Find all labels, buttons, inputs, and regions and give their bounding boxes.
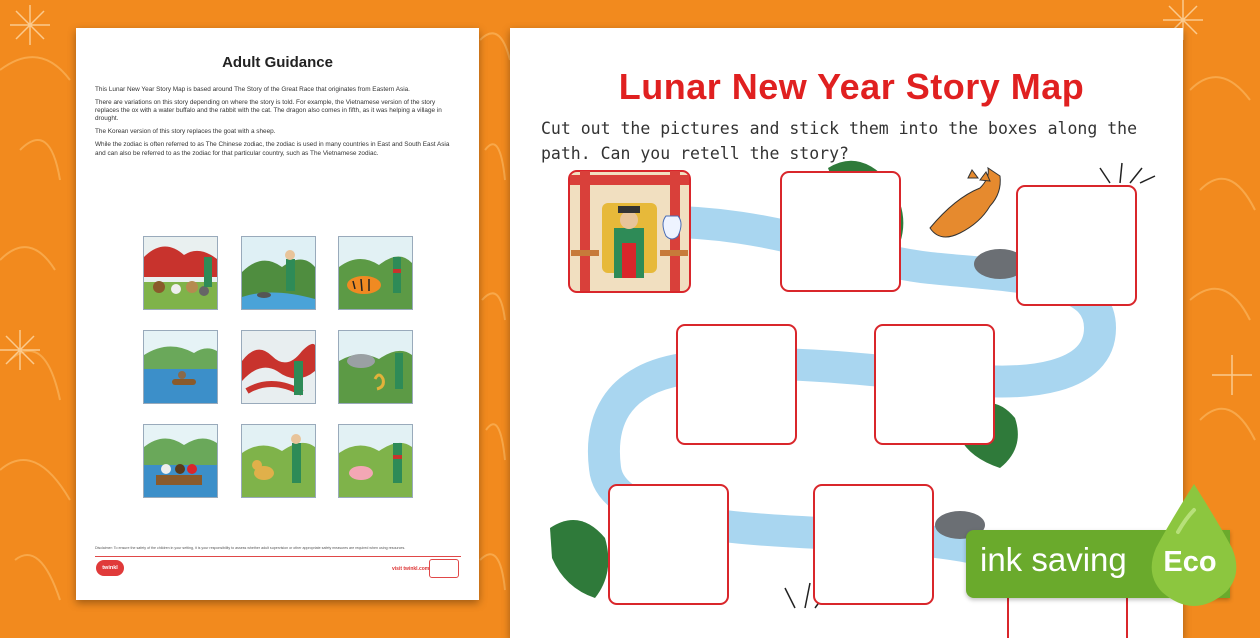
story-box-5[interactable]: [874, 324, 995, 445]
story-box-4[interactable]: [676, 324, 797, 445]
guidance-paragraph: While the zodiac is often referred to as The Chinese zodiac, the zodiac is used in many countries in East and South East Asia and can also be referred to as the zodiac for that particular country, such as The Vietnamese zodiac.: [95, 141, 450, 157]
eco-drop-icon: [1148, 482, 1240, 608]
footer-url: visit twinkl.com: [392, 566, 430, 572]
guidance-paragraph: This Lunar New Year Story Map is based around The Story of the Great Race that originates from Eastern Asia.: [95, 86, 410, 93]
adult-guidance-page: [76, 28, 479, 600]
eco-label: Eco: [1163, 546, 1217, 578]
story-box-7[interactable]: [813, 484, 934, 605]
thumbnail-goat-monkey-rooster-on-raft: [143, 424, 218, 498]
guidance-text: [95, 86, 461, 163]
thumbnail-horse-and-snake: [338, 330, 413, 404]
disclaimer-text: Disclaimer: To ensure the safety of the children in your setting, it is your responsibility to assess whether adult supervision or other appropriate safety measures are required when using resources.: [95, 546, 406, 550]
story-box-3[interactable]: [1016, 185, 1137, 306]
twinkl-logo: twinkl: [96, 560, 124, 576]
guidance-paragraph: There are variations on this story depending on where the story is told. For example, the Vietnamese version of the story replaces the ox with a water buffalo and the rabbit with the cat. The dragon also comes in fifth, as it was helping a village in drought.: [95, 99, 442, 123]
thumbnail-dog: [241, 424, 316, 498]
guidance-paragraph: The Korean version of this story replaces the goat with a sheep.: [95, 128, 276, 136]
ink-saving-text: ink saving: [980, 541, 1127, 578]
thumbnail-dragon: [241, 330, 316, 404]
cat-icon: [930, 168, 1000, 237]
story-map-title: Lunar New Year Story Map: [618, 66, 1085, 107]
footer-badge: [429, 559, 459, 578]
emperor-picture: [569, 171, 690, 292]
story-box-2[interactable]: [780, 171, 901, 292]
thumbnail-pig: [338, 424, 413, 498]
adult-guidance-title: Adult Guidance: [222, 54, 333, 71]
footer-divider: [95, 556, 461, 557]
instructions-text: Cut out the pictures and stick them into the boxes along the path. Can you retell the story?: [541, 119, 1138, 163]
story-box-6[interactable]: [608, 484, 729, 605]
thumbnail-emperor-and-animals: [143, 236, 218, 310]
thumbnail-rat-on-ox: [241, 236, 316, 310]
thumbnail-rabbit-on-log: [143, 330, 218, 404]
thumbnail-tiger: [338, 236, 413, 310]
